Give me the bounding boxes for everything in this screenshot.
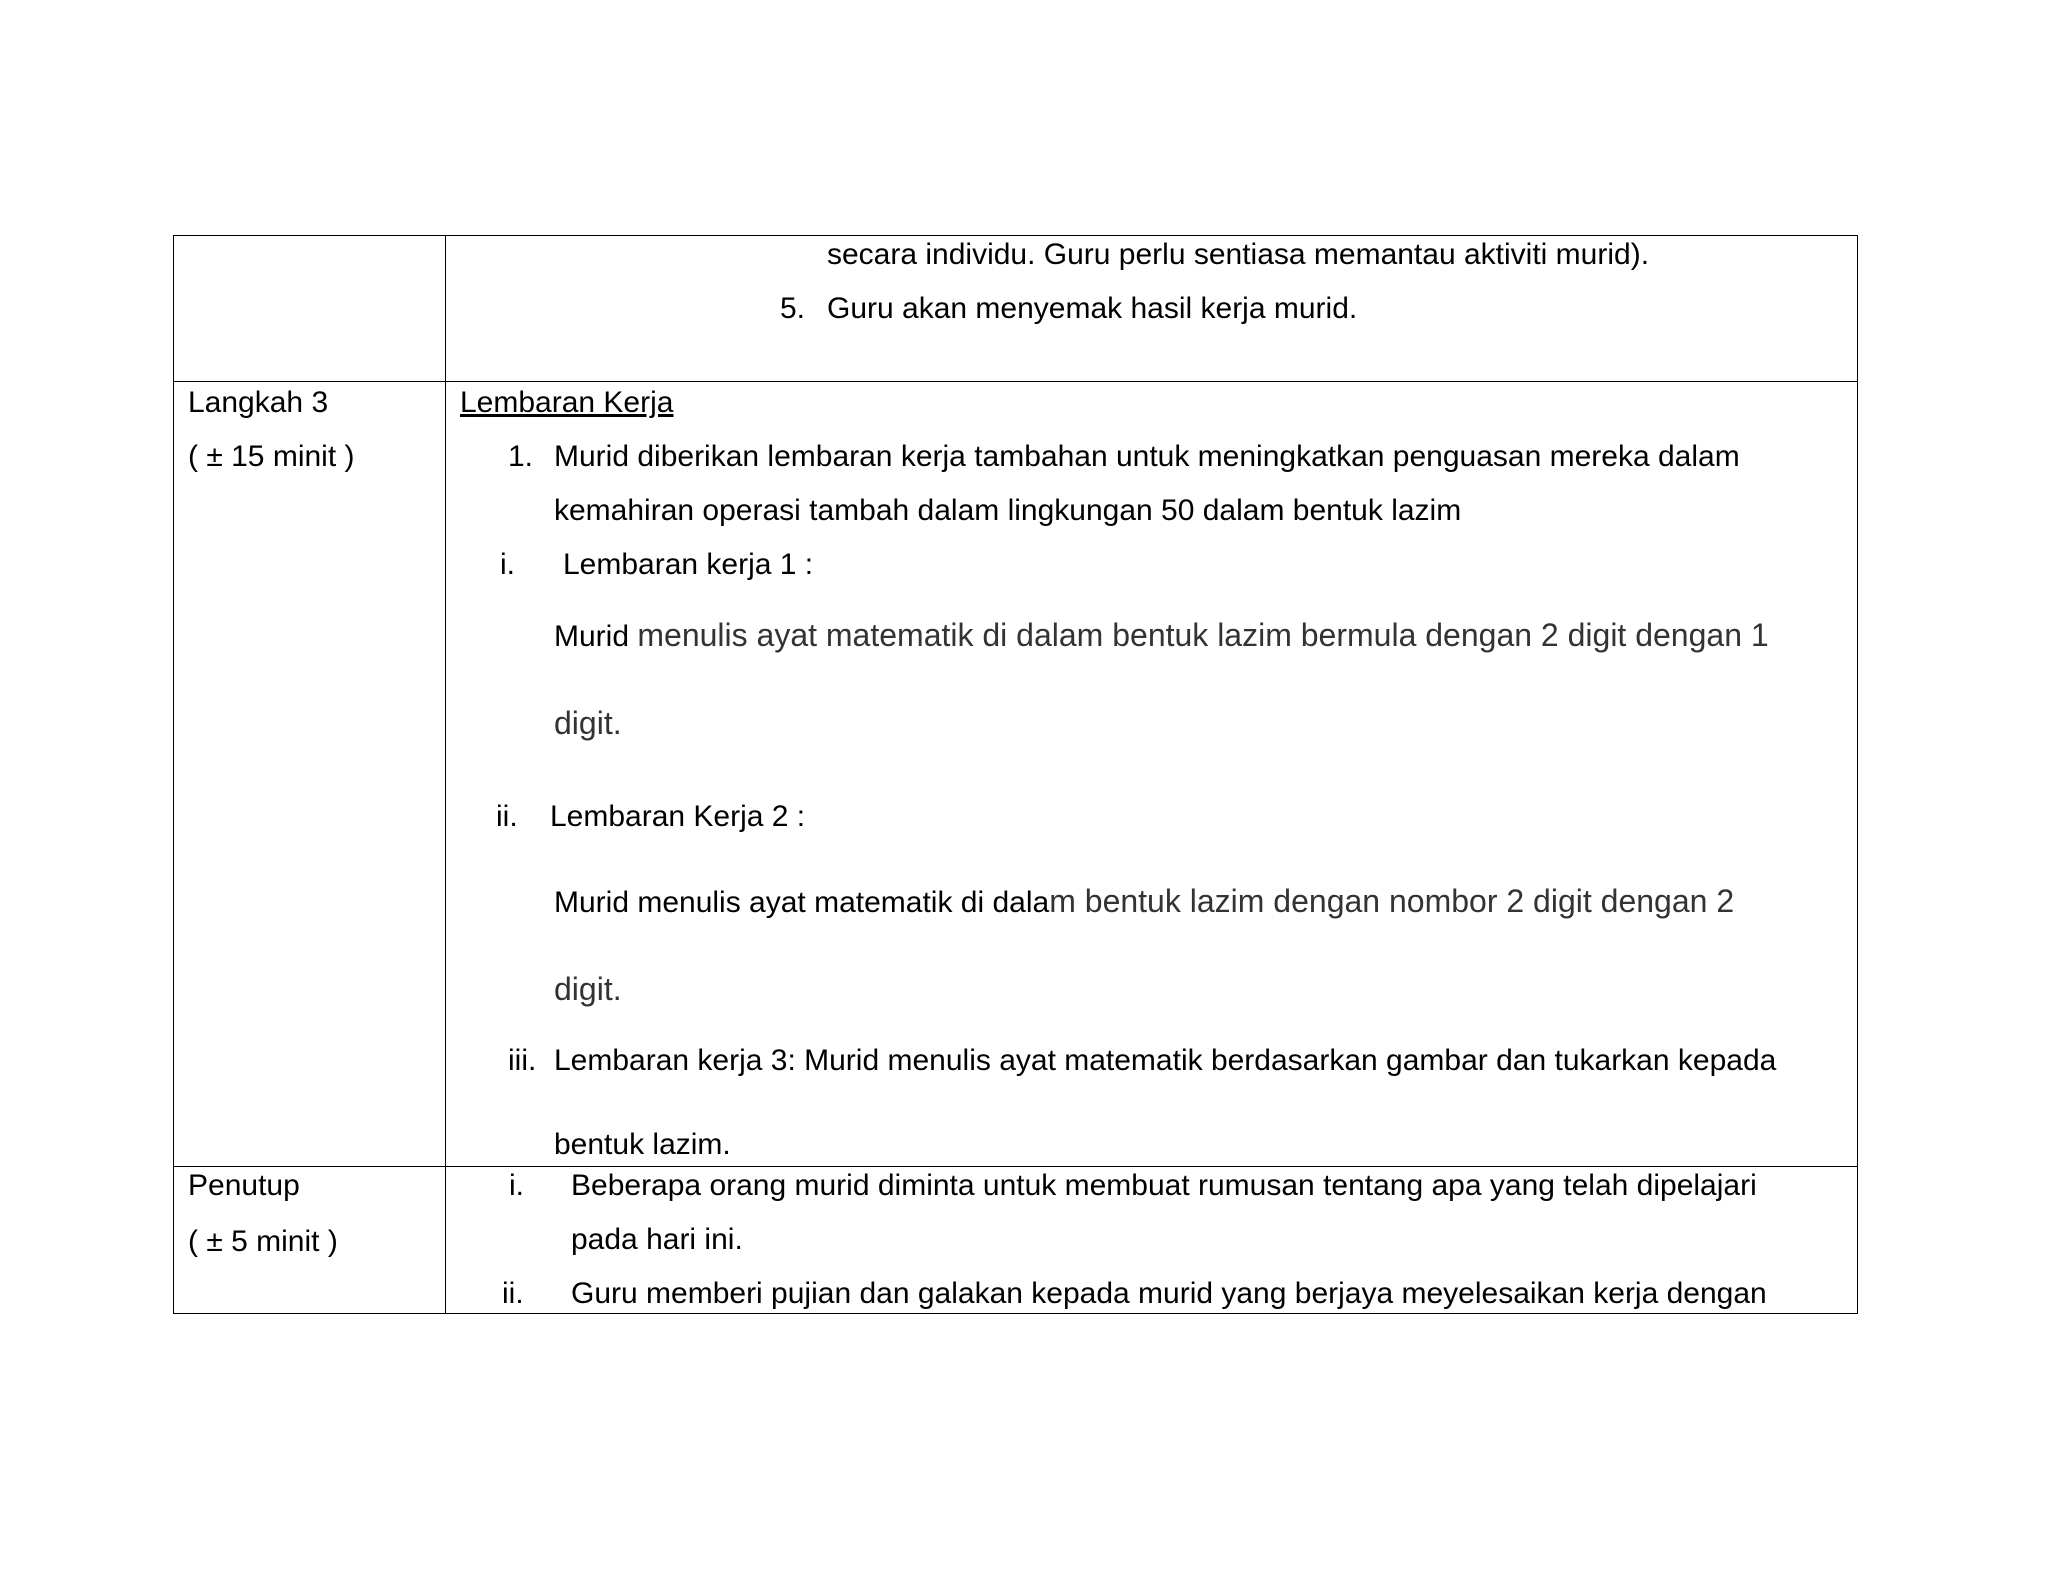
- list-item-text: Guru akan menyemak hasil kerja murid.: [827, 292, 1358, 325]
- list-item-text: Guru memberi pujian dan galakan kepada murid yang berjaya meyelesaikan kerja dengan: [571, 1277, 1767, 1310]
- worksheet-label: Lembaran kerja 1 :: [563, 548, 814, 581]
- stage-cell: [174, 236, 446, 382]
- worksheet-text-end: digit.: [554, 971, 622, 1007]
- list-marker: 1.: [508, 440, 534, 473]
- section-heading: Lembaran Kerja: [460, 386, 674, 419]
- sublist-marker: i.: [500, 548, 515, 581]
- worksheet-text-rest: m bentuk lazim dengan nombor 2 digit dengan 2: [1049, 883, 1735, 919]
- sublist-marker: ii.: [496, 800, 518, 833]
- activity-cell: [446, 1167, 1858, 1314]
- worksheet-text: [554, 884, 1734, 920]
- worksheet-text: bentuk lazim.: [554, 1128, 731, 1161]
- table-row: [174, 1167, 1858, 1314]
- list-marker: 5.: [780, 292, 806, 325]
- worksheet-text: [554, 618, 1769, 654]
- list-item-text: Beberapa orang murid diminta untuk membuat rumusan tentang apa yang telah dipelajari: [571, 1169, 1757, 1202]
- worksheet-label: Lembaran Kerja 2 :: [550, 800, 806, 833]
- list-item-text: Murid diberikan lembaran kerja tambahan untuk meningkatkan penguasan mereka dalam: [554, 440, 1740, 473]
- activity-cell: [446, 236, 1858, 382]
- lesson-plan-table: [173, 235, 1858, 1314]
- stage-cell: [174, 1167, 446, 1314]
- continuation-text: secara individu. Guru perlu sentiasa memantau aktiviti murid).: [827, 238, 1650, 271]
- sublist-marker: i.: [509, 1169, 524, 1202]
- stage-duration: ( ± 15 minit ): [188, 440, 355, 473]
- list-item-text: kemahiran operasi tambah dalam lingkungan 50 dalam bentuk lazim: [554, 494, 1462, 527]
- sublist-marker: iii.: [508, 1044, 537, 1077]
- worksheet-text-start: Murid menulis ayat matematik di dala: [554, 886, 1050, 919]
- sublist-marker: ii.: [502, 1277, 524, 1310]
- table-row: [174, 236, 1858, 382]
- worksheet-text: Lembaran kerja 3: Murid menulis ayat matematik berdasarkan gambar dan tukarkan kepada: [554, 1044, 1777, 1077]
- activity-cell: [446, 382, 1858, 1167]
- worksheet-text-end: digit.: [554, 705, 622, 741]
- stage-title: Penutup: [188, 1169, 300, 1202]
- worksheet-text-start: Murid: [554, 620, 630, 653]
- list-item-text: pada hari ini.: [571, 1223, 743, 1256]
- stage-title: Langkah 3: [188, 386, 329, 419]
- table-row: [174, 382, 1858, 1167]
- worksheet-text-rest: menulis ayat matematik di dalam bentuk lazim bermula dengan 2 digit dengan 1: [637, 617, 1769, 653]
- stage-duration: ( ± 5 minit ): [188, 1225, 338, 1258]
- stage-cell: [174, 382, 446, 1167]
